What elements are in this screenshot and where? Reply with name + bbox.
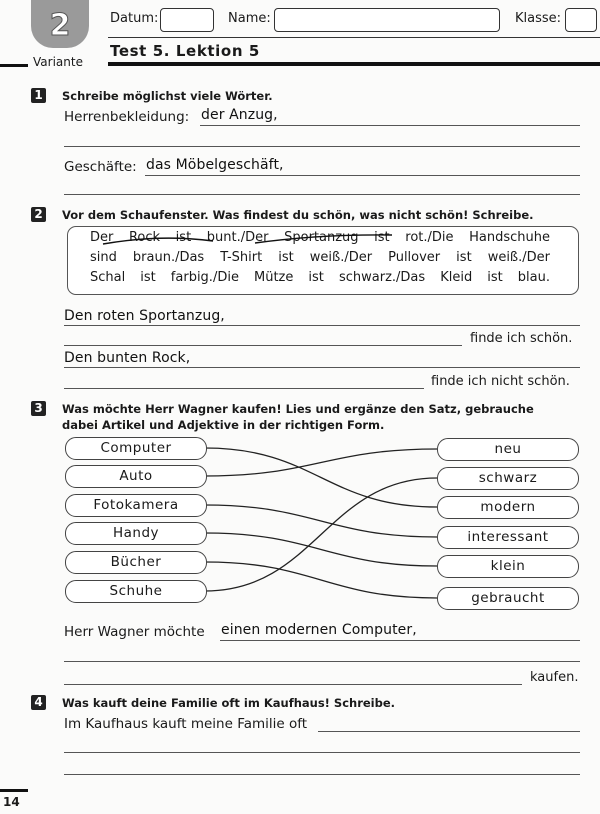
herrenbekleidung-label: Herrenbekleidung:: [64, 109, 190, 125]
answer-line[interactable]: [64, 774, 580, 775]
schoen-answer[interactable]: Den roten Sportanzug,: [64, 308, 225, 324]
task3-instruction-1: Was möchte Herr Wagner kaufen! Lies und ergänze den Satz, gebrauche: [62, 402, 534, 416]
answer-line: [64, 661, 580, 662]
noun-handy[interactable]: Handy: [65, 522, 207, 545]
page-title: Test 5. Lektion 5: [110, 42, 260, 60]
task-number-2: 2: [31, 207, 46, 222]
connection-line: [205, 505, 437, 537]
task4-sentence-start: Im Kaufhaus kauft meine Familie oft: [64, 716, 308, 732]
task3-instruction-2: dabei Artikel und Adjektive in der richtigen Form.: [62, 418, 385, 432]
noun-schuhe[interactable]: Schuhe: [65, 580, 207, 603]
datum-label: Datum:: [110, 11, 159, 26]
task-number-3: 3: [31, 401, 46, 416]
nicht-schoen-answer[interactable]: Den bunten Rock,: [64, 350, 191, 366]
box-line-3: Schal ist farbig./Die Mütze ist schwarz./Das Kleid ist blau.: [90, 270, 550, 285]
noun-fotokamera[interactable]: Fotokamera: [65, 494, 207, 517]
noun-computer[interactable]: Computer: [65, 437, 207, 460]
answer-line[interactable]: [318, 731, 580, 732]
adj-gebraucht[interactable]: gebraucht: [437, 587, 579, 610]
connection-line: [205, 562, 437, 598]
schoen-suffix: finde ich schön.: [470, 331, 573, 346]
sentence-start: Herr Wagner möchte: [64, 624, 205, 640]
sentence-end: kaufen.: [530, 670, 579, 685]
footer-bar: [0, 789, 28, 792]
connection-line: [205, 533, 437, 566]
klasse-label: Klasse:: [515, 11, 562, 26]
adj-schwarz[interactable]: schwarz: [437, 467, 579, 490]
adj-modern[interactable]: modern: [437, 496, 579, 519]
task1-instruction: Schreibe möglichst viele Wörter.: [62, 89, 273, 103]
noun-auto[interactable]: Auto: [65, 465, 207, 488]
noun-buecher[interactable]: Bücher: [65, 551, 207, 574]
task4-instruction: Was kauft deine Familie oft im Kaufhaus! Schreibe.: [62, 696, 396, 710]
box-line-1: Der Rock ist bunt./Der Sportanzug ist rot./Die Handschuhe: [90, 230, 550, 245]
box-line-2: sind braun./Das T-Shirt ist weiß./Der Pullover ist weiß./Der: [90, 250, 550, 265]
answer-line[interactable]: [64, 752, 580, 753]
task-number-1: 1: [31, 88, 46, 103]
geschaefte-label: Geschäfte:: [64, 159, 137, 175]
answer-line: [220, 640, 580, 641]
sentence-answer[interactable]: einen modernen Computer,: [221, 622, 417, 638]
answer-line: [64, 684, 522, 685]
geschaefte-answer[interactable]: das Möbelgeschäft,: [146, 157, 284, 173]
herrenbekleidung-answer[interactable]: der Anzug,: [201, 107, 278, 123]
variant-number: 2: [49, 8, 71, 43]
name-label: Name:: [228, 11, 271, 26]
connection-line: [205, 449, 437, 476]
task2-instruction: Vor dem Schaufenster. Was findest du schön, was nicht schön! Schreibe.: [62, 208, 534, 222]
task-number-4: 4: [31, 695, 46, 710]
page-number: 14: [3, 795, 20, 809]
nicht-schoen-suffix: finde ich nicht schön.: [431, 374, 570, 389]
connection-line: [205, 448, 437, 507]
adj-neu[interactable]: neu: [437, 438, 579, 461]
adj-klein[interactable]: klein: [437, 555, 579, 578]
variant-label: Variante: [33, 55, 83, 69]
adj-interessant[interactable]: interessant: [437, 526, 579, 549]
